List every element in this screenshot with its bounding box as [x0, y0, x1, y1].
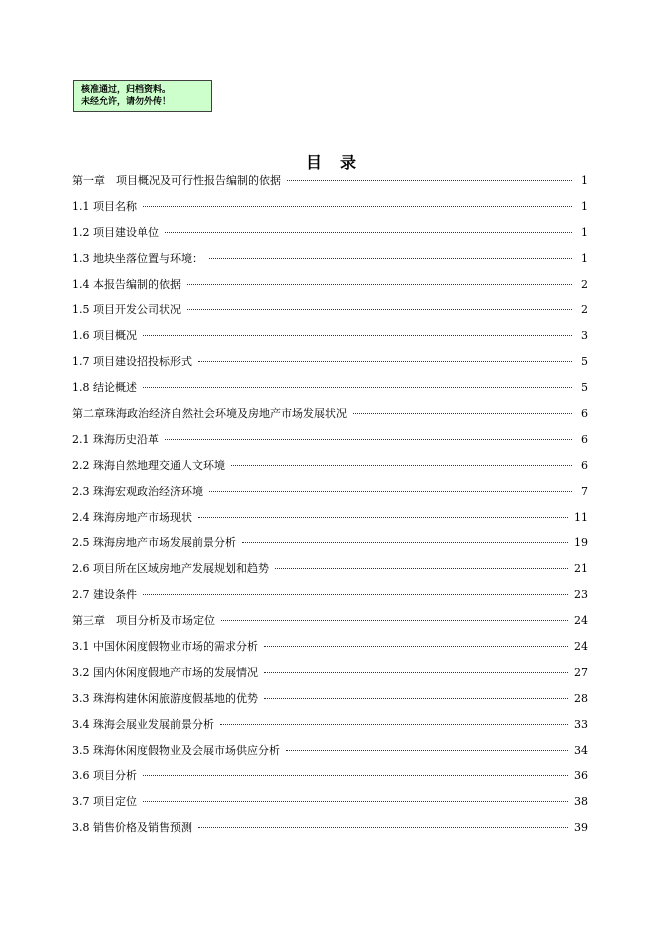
toc-entry[interactable]: [72, 664, 588, 690]
toc-entry-label: 3.5 珠海休闲度假物业及会展市场供应分析: [72, 743, 280, 757]
toc-dot-leader: [209, 257, 572, 259]
toc-entry-page: 7: [581, 484, 588, 498]
toc-entry-label: 1.7 项目建设招投标形式: [72, 355, 192, 369]
toc-entry-page: 5: [581, 381, 588, 395]
toc-entry-page: 28: [574, 691, 588, 705]
toc-entry-page: 24: [574, 614, 588, 628]
toc-entry[interactable]: [72, 534, 588, 560]
toc-entry[interactable]: [72, 250, 588, 276]
stamp-line-2: 未经允许，请勿外传！: [81, 97, 172, 107]
toc-entry-label: 3.6 项目分析: [72, 769, 137, 783]
toc-dot-leader: [231, 464, 572, 466]
toc-entry-page: 11: [574, 510, 588, 524]
toc-entry[interactable]: [72, 379, 588, 405]
toc-entry-page: 21: [574, 562, 588, 576]
toc-entry[interactable]: [72, 716, 588, 742]
toc-entry[interactable]: [72, 793, 588, 819]
toc-entry-label: 3.4 珠海会展业发展前景分析: [72, 717, 214, 731]
toc-entry[interactable]: [72, 301, 588, 327]
toc-entry[interactable]: [72, 327, 588, 353]
toc-entry[interactable]: [72, 353, 588, 379]
toc-entry[interactable]: [72, 405, 588, 431]
toc-dot-leader: [287, 179, 572, 181]
toc-entry[interactable]: [72, 586, 588, 612]
table-of-contents: [72, 172, 588, 845]
toc-entry-page: 33: [574, 717, 588, 731]
toc-entry-page: 24: [574, 640, 588, 654]
stamp-line-1: 核准通过，归档资料。: [81, 85, 172, 95]
toc-entry-page: 1: [581, 199, 588, 213]
toc-entry[interactable]: [72, 690, 588, 716]
toc-entry-page: 1: [581, 225, 588, 239]
toc-dot-leader: [264, 645, 568, 647]
toc-dot-leader: [353, 412, 572, 414]
toc-entry[interactable]: [72, 612, 588, 638]
toc-entry-label: 第二章珠海政治经济自然社会环境及房地产市场发展状况: [72, 407, 347, 421]
toc-entry-page: 1: [581, 251, 588, 265]
toc-entry-label: 2.5 珠海房地产市场发展前景分析: [72, 536, 236, 550]
toc-dot-leader: [187, 308, 572, 310]
toc-entry-page: 2: [581, 277, 588, 291]
toc-dot-leader: [264, 671, 568, 673]
toc-entry-label: 1.1 项目名称: [72, 199, 137, 213]
toc-dot-leader: [143, 593, 568, 595]
toc-entry-label: 3.8 销售价格及销售预测: [72, 821, 192, 835]
toc-dot-leader: [286, 749, 568, 751]
toc-entry-label: 第三章 项目分析及市场定位: [72, 614, 215, 628]
toc-entry[interactable]: [72, 431, 588, 457]
toc-dot-leader: [242, 541, 568, 543]
toc-entry-label: 2.6 项目所在区域房地产发展规划和趋势: [72, 562, 269, 576]
toc-dot-leader: [221, 619, 568, 621]
toc-entry-label: 2.2 珠海自然地理交通人文环境: [72, 458, 225, 472]
toc-entry[interactable]: [72, 742, 588, 768]
toc-entry-page: 34: [574, 743, 588, 757]
toc-entry-page: 19: [574, 536, 588, 550]
toc-entry-page: 1: [581, 174, 588, 187]
toc-dot-leader: [143, 205, 572, 207]
toc-entry[interactable]: [72, 509, 588, 535]
toc-entry-page: 6: [581, 432, 588, 446]
toc-entry-label: 3.3 珠海构建休闲旅游度假基地的优势: [72, 691, 258, 705]
toc-entry[interactable]: [72, 198, 588, 224]
toc-entry-label: 第一章 项目概况及可行性报告编制的依据: [72, 174, 281, 187]
toc-dot-leader: [209, 490, 572, 492]
toc-entry[interactable]: [72, 767, 588, 793]
toc-entry[interactable]: [72, 276, 588, 302]
toc-entry-page: 39: [574, 821, 588, 835]
toc-dot-leader: [143, 774, 568, 776]
toc-dot-leader: [275, 567, 568, 569]
approval-stamp: [73, 80, 212, 112]
toc-entry-label: 3.1 中国休闲度假物业市场的需求分析: [72, 640, 258, 654]
toc-entry-label: 2.3 珠海宏观政治经济环境: [72, 484, 203, 498]
toc-dot-leader: [143, 334, 572, 336]
toc-dot-leader: [143, 800, 568, 802]
toc-entry-label: 2.7 建设条件: [72, 588, 137, 602]
toc-entry-page: 23: [574, 588, 588, 602]
toc-dot-leader: [165, 438, 572, 440]
toc-dot-leader: [220, 723, 568, 725]
toc-dot-leader: [187, 283, 572, 285]
toc-entry[interactable]: [72, 560, 588, 586]
toc-entry-label: 3.7 项目定位: [72, 795, 137, 809]
toc-entry-label: 1.8 结论概述: [72, 381, 137, 395]
toc-dot-leader: [264, 697, 568, 699]
toc-entry-label: 1.2 项目建设单位: [72, 225, 159, 239]
toc-entry-page: 27: [574, 665, 588, 679]
toc-dot-leader: [198, 516, 568, 518]
toc-entry-page: 2: [581, 303, 588, 317]
toc-entry[interactable]: [72, 457, 588, 483]
toc-entry-label: 3.2 国内休闲度假地产市场的发展情况: [72, 665, 258, 679]
toc-entry[interactable]: [72, 638, 588, 664]
toc-entry-page: 36: [574, 769, 588, 783]
toc-title: 目录: [305, 153, 374, 172]
toc-dot-leader: [165, 231, 572, 233]
toc-entry-page: 6: [581, 458, 588, 472]
toc-entry[interactable]: [72, 224, 588, 250]
toc-dot-leader: [143, 386, 572, 388]
toc-entry-label: 1.3 地块坐落位置与环境：: [72, 251, 203, 265]
toc-entry[interactable]: [72, 483, 588, 509]
toc-entry[interactable]: [72, 172, 588, 198]
toc-entry-label: 1.4 本报告编制的依据: [72, 277, 181, 291]
toc-entry-page: 5: [581, 355, 588, 369]
toc-dot-leader: [198, 826, 568, 828]
toc-entry-label: 1.6 项目概况: [72, 329, 137, 343]
toc-entry-label: 2.1 珠海历史沿革: [72, 432, 159, 446]
toc-entry[interactable]: [72, 819, 588, 845]
toc-dot-leader: [198, 360, 572, 362]
toc-entry-page: 6: [581, 407, 588, 421]
toc-entry-label: 2.4 珠海房地产市场现状: [72, 510, 192, 524]
toc-entry-label: 1.5 项目开发公司状况: [72, 303, 181, 317]
toc-entry-page: 3: [581, 329, 588, 343]
toc-entry-page: 38: [574, 795, 588, 809]
